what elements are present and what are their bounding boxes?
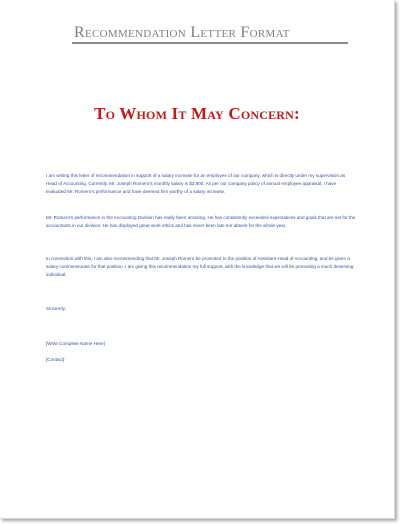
title-underline: [72, 42, 348, 44]
paragraph-salary-request: I am writing this letter of recommendation in support of a salary increase for an employee of our company, which is directly under my supervision as Head of Accounting. Currently, Mr. Joseph Romero's monthly salary is $3,900. As per our company policy of annual employee appraisal, I have evaluated Mr. Romero's performance and have deemed him worthy of a salary increase.: [46, 173, 346, 194]
salutation-heading: To Whom It May Concern:: [94, 104, 300, 123]
paragraph-performance: Mr. Romero's performance in the Accounting Division has really been amazing. He has consistently exceeded expectations and goals that are set for the accountants in our division. He has displayed great work ethics and has never been late nor absent for the whole year.: [46, 215, 356, 228]
name-placeholder: [Write Complete Name Here]: [46, 341, 105, 346]
closing-text: Sincerely,: [46, 306, 66, 311]
document-title: Recommendation Letter Format: [74, 24, 290, 41]
contact-placeholder: [Contact]: [46, 357, 65, 362]
paragraph-promotion: In connection with this, I am also recommending that Mr. Joseph Romero be promoted to the position of Assistant Head of Accounting, and be given a salary commensurate for that position. I am giving this recommendation my full support, with the knowledge that we will be promoting a much deserving individual.: [46, 256, 354, 277]
